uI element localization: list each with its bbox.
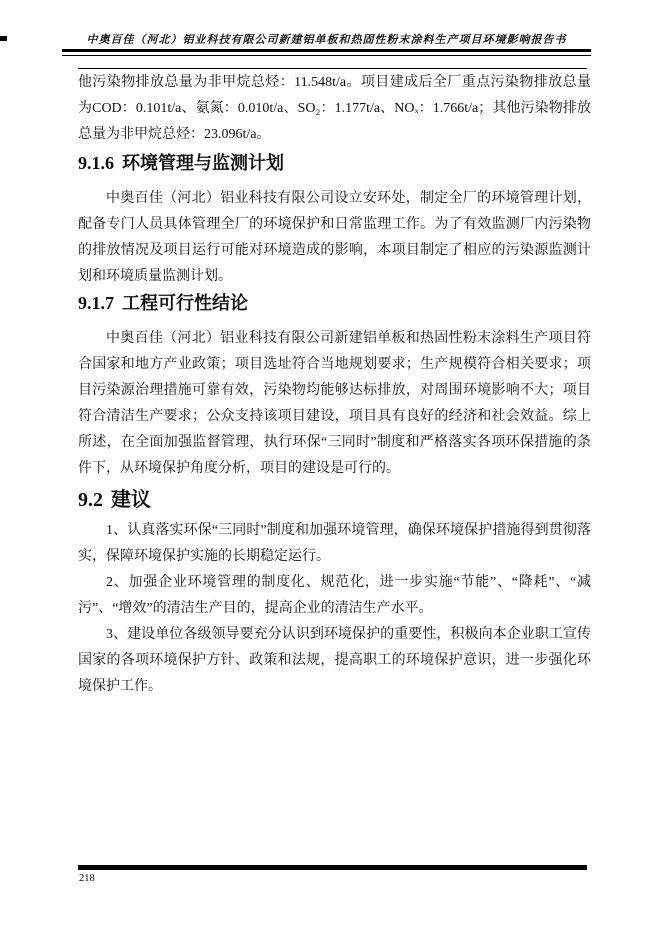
section-9-1-7-paragraph: 中奥百佳（河北）铝业科技有限公司新建铝单板和热固性粉末涂料生产项目符合国家和地方产业政策；项目选址符合当地规划要求；生产规模符合相关要求；项目污染源治理措施可靠有效，污染物均能够达标排放，对周围环境影响不大；项目符合清洁生产要求；公众支持该项目建设，项目具有良好的经济和社会效益。综上所述，在全面加强监督管理，执行环保“三同时”制度和严格落实各项环保措施的条件下，从环境保护角度分析，项目的建设是可行的。 (78, 331, 591, 476)
running-header-title: 中奥百佳（河北）铝业科技有限公司新建铝单板和热固性粉末涂料生产项目环境影响报告书 (86, 34, 567, 46)
section-title: 工程可行性结论 (122, 293, 248, 313)
header-rule-thick (62, 49, 591, 52)
suggestion-item-3: 3、建设单位各级领导要充分认识到环境保护的重要性，积极向本企业职工宣传国家的各项环境保护方针、政策和法规，提高职工的环境保护意识，进一步强化环境保护工作。 (78, 627, 591, 694)
section-title: 环境管理与监测计划 (122, 153, 284, 173)
page-number: 218 (79, 873, 95, 884)
intro-paragraph: 他污染物排放总量为非甲烷总烃：11.548t/a。项目建成后全厂重点污染物排放总量为COD：0.101t/a、氨氮：0.010t/a、SO₂：1.177t/a、NOₓ：1.766t/a；其他污染物排放总量为非甲烷总烃：23.096t/a。 (78, 75, 591, 142)
scan-edge-artifact (0, 36, 7, 41)
suggestion-item-1: 1、认真落实环保“三同时”制度和加强环境管理，确保环境保护措施得到贯彻落实，保障环境保护实施的长期稳定运行。 (78, 523, 591, 564)
section-heading-9-1-6 (78, 149, 591, 175)
section-heading-9-2 (78, 483, 591, 512)
section-number: 9.1.6 (78, 153, 114, 173)
section-title: 建议 (111, 489, 151, 511)
header-rule-thin (62, 55, 591, 56)
section-number: 9.1.7 (78, 293, 114, 313)
footer-rule (78, 865, 587, 870)
section-heading-9-1-7 (78, 289, 591, 315)
suggestion-item-2: 2、加强企业环境管理的制度化、规范化，进一步实施“节能”、“降耗”、“减污”、“增效”的清洁生产目的，提高企业的清洁生产水平。 (78, 575, 591, 616)
section-9-1-6-paragraph: 中奥百佳（河北）铝业科技有限公司设立安环处，制定全厂的环境管理计划，配备专门人员具体管理全厂的环境保护和日常监理工作。为了有效监测厂内污染物的排放情况及项目运行可能对环境造成的影响，本项目制定了相应的污染源监测计划和环境质量监测计划。 (78, 191, 591, 284)
section-number: 9.2 (78, 489, 103, 511)
paragraph-top-rule (78, 68, 587, 69)
